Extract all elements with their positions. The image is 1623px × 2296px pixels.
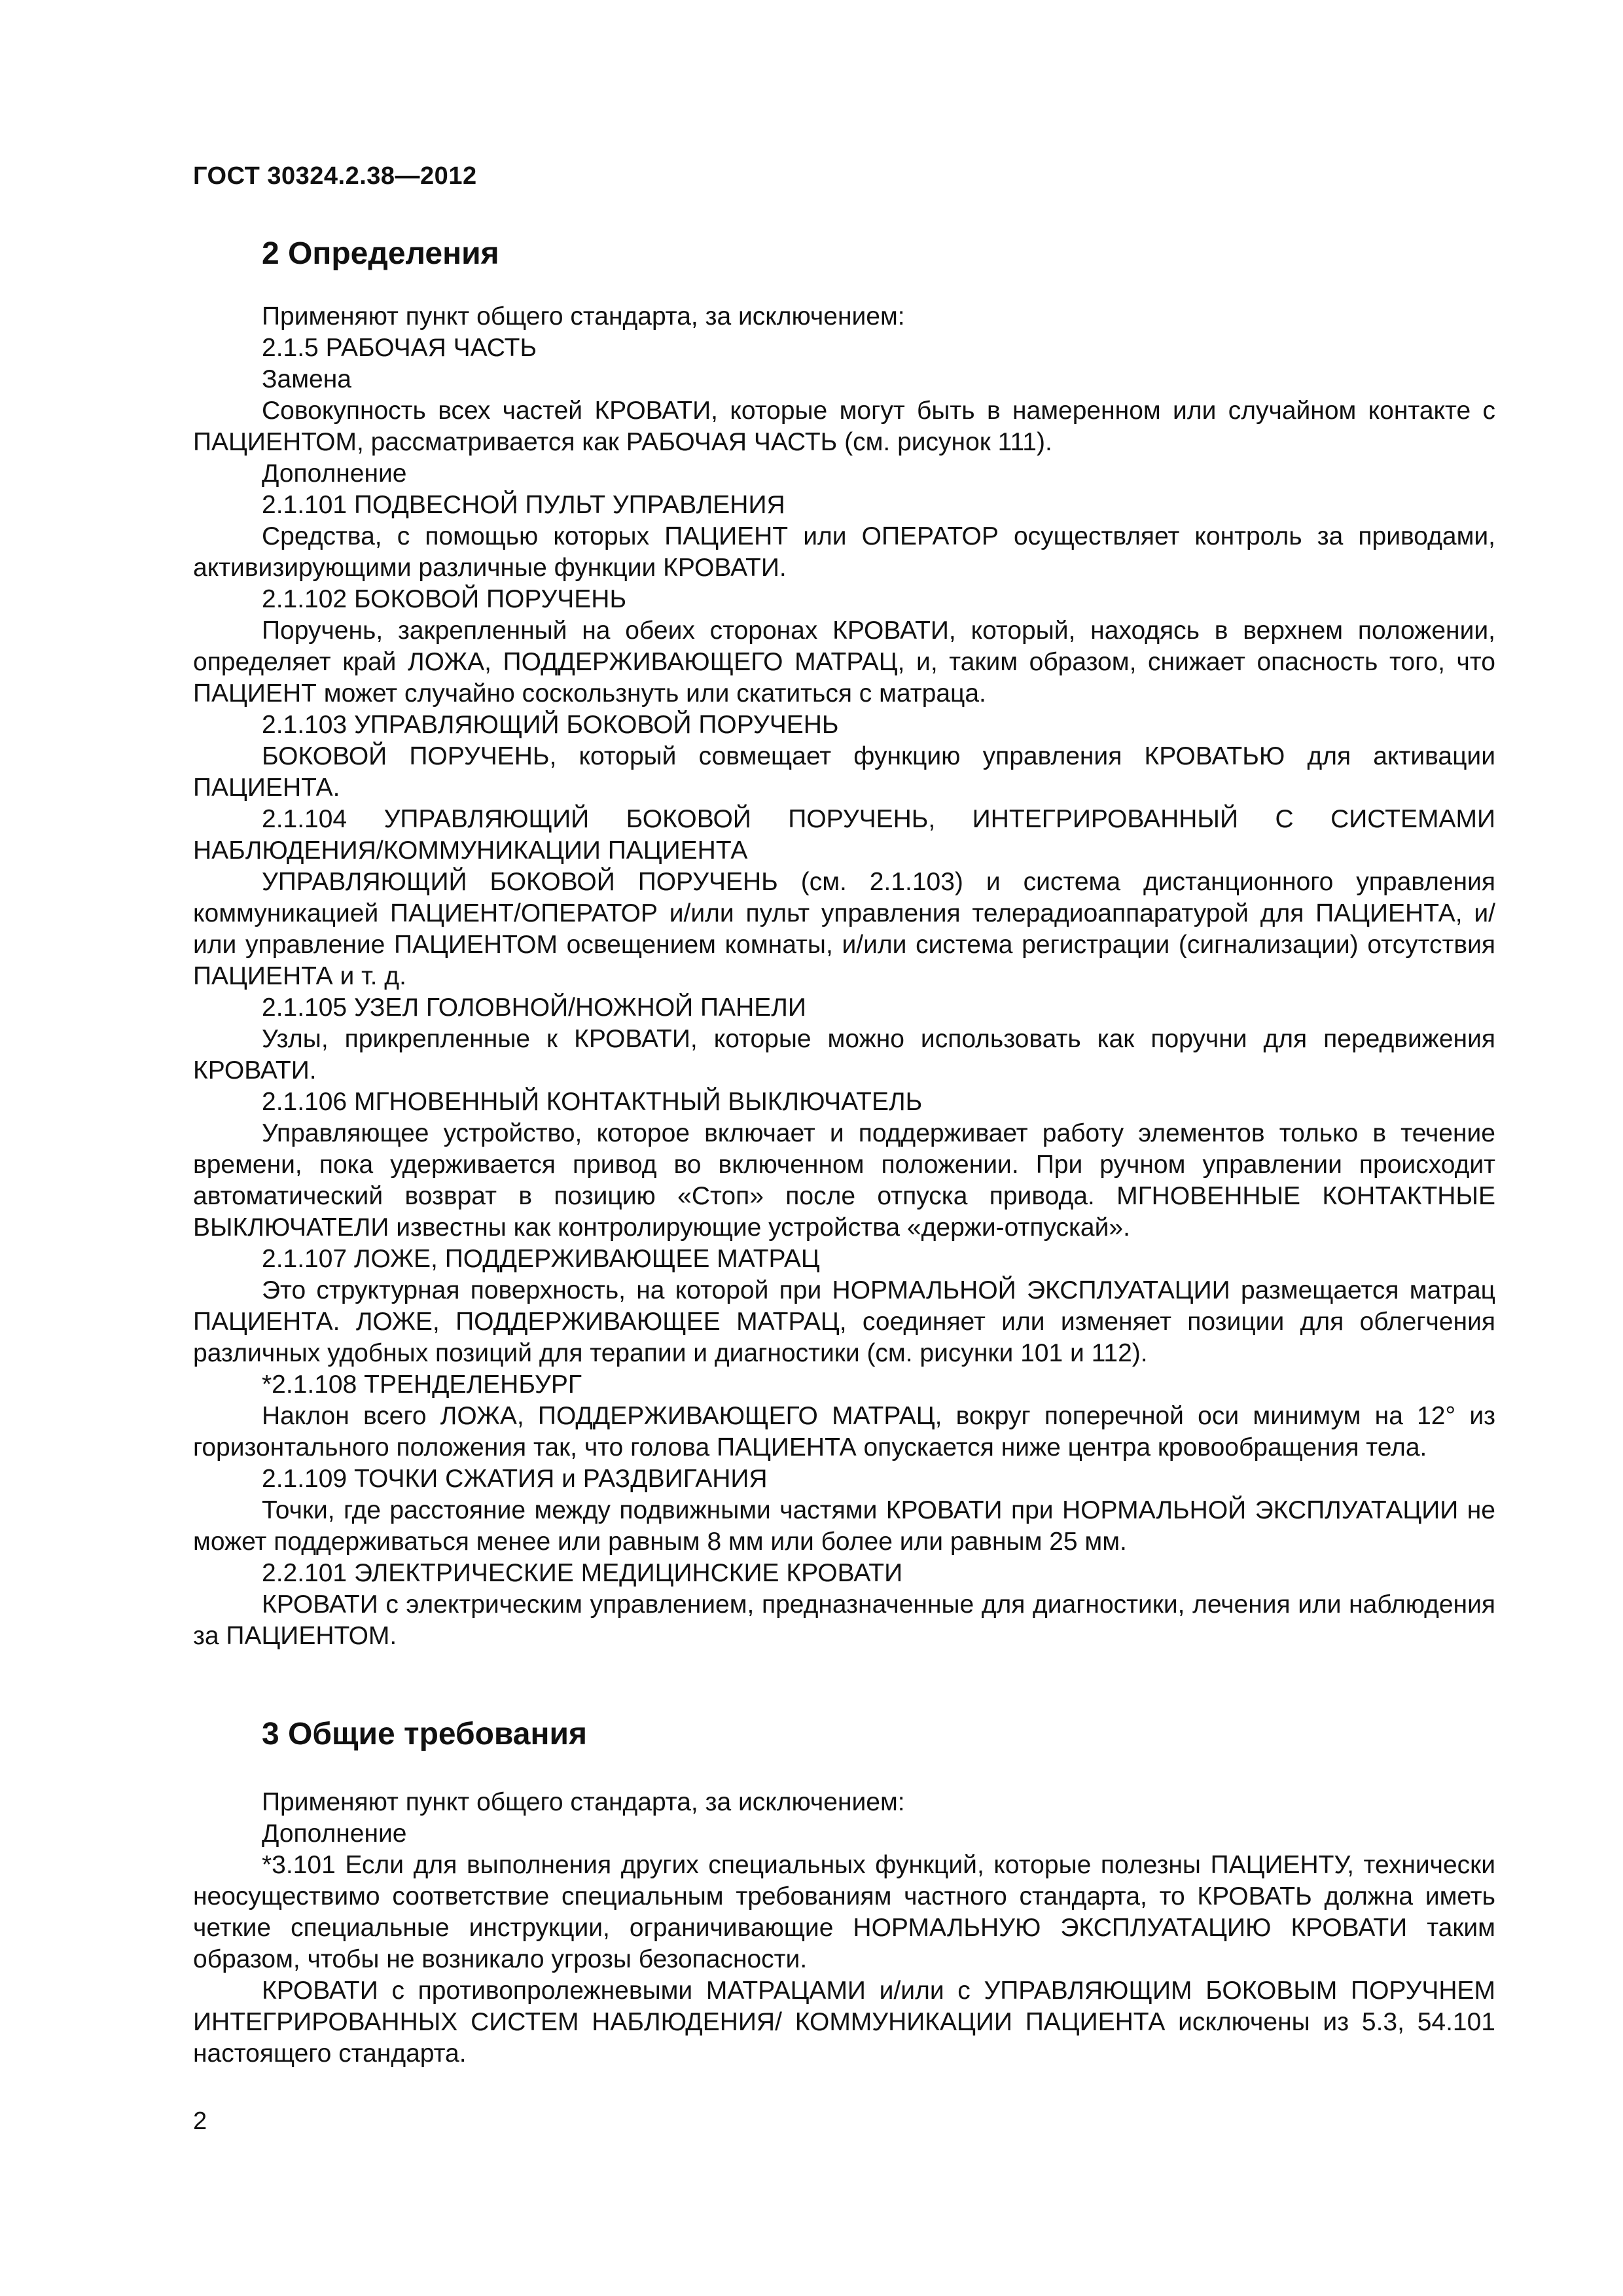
- clause-heading: 2.1.103 УПРАВЛЯЮЩИЙ БОКОВОЙ ПОРУЧЕНЬ: [262, 711, 839, 739]
- paragraph: Это структурная поверхность, на которой при НОРМАЛЬНОЙ ЭКСПЛУАТАЦИИ размещается матрац ПАЦИЕНТА. ЛОЖЕ, ПОДДЕРЖИВАЮЩЕЕ МАТРАЦ, соединяет или изменяет позиции для облегчения различных удобных позиций для терапии и диагностики (см. рисунки 101 и 112).: [193, 1276, 1495, 1367]
- clause-heading: 2.1.106 МГНОВЕННЫЙ КОНТАКТНЫЙ ВЫКЛЮЧАТЕЛЬ: [262, 1088, 923, 1116]
- clause-heading: 2.1.5 РАБОЧАЯ ЧАСТЬ: [262, 334, 537, 362]
- paragraph: КРОВАТИ с электрическим управлением, предназначенные для диагностики, лечения или наблюдения за ПАЦИЕНТОМ.: [193, 1590, 1495, 1650]
- section-3-title: 3 Общие требования: [262, 1717, 587, 1751]
- paragraph: Средства, с помощью которых ПАЦИЕНТ или ОПЕРАТОР осуществляет контроль за приводами, активизирующими различные функции КРОВАТИ.: [193, 522, 1495, 582]
- paragraph: БОКОВОЙ ПОРУЧЕНЬ, который совмещает функцию управления КРОВАТЬЮ для активации ПАЦИЕНТА.: [193, 742, 1495, 802]
- paragraph: Точки, где расстояние между подвижными частями КРОВАТИ при НОРМАЛЬНОЙ ЭКСПЛУАТАЦИИ не может поддерживаться менее или равным 8 мм или более или равным 25 мм.: [193, 1496, 1495, 1556]
- section-2-body: [193, 301, 1495, 1652]
- section-2-title: 2 Определения: [262, 236, 499, 271]
- paragraph: Поручень, закрепленный на обеих сторонах КРОВАТИ, который, находясь в верхнем положении, определяет край ЛОЖА, ПОДДЕРЖИВАЮЩЕГО МАТРАЦ, и, таким образом, снижает опасность того, что ПАЦИЕНТ может случайно соскользнуть или скатиться с матраца.: [193, 617, 1495, 708]
- paragraph: Замена: [262, 365, 351, 393]
- clause-heading: 2.1.104 УПРАВЛЯЮЩИЙ БОКОВОЙ ПОРУЧЕНЬ, ИНТЕГРИРОВАННЫЙ С СИСТЕМАМИ НАБЛЮДЕНИЯ/КОММУНИКАЦИИ ПАЦИЕНТА: [193, 805, 1495, 865]
- paragraph: Дополнение: [262, 459, 407, 488]
- clause-heading: 2.1.105 УЗЕЛ ГОЛОВНОЙ/НОЖНОЙ ПАНЕЛИ: [262, 994, 806, 1022]
- paragraph: Совокупность всех частей КРОВАТИ, которые могут быть в намеренном или случайном контакте с ПАЦИЕНТОМ, рассматривается как РАБОЧАЯ ЧАСТЬ (см. рисунок 111).: [193, 397, 1495, 456]
- section-3-body: [193, 1787, 1495, 2070]
- paragraph: Узлы, прикрепленные к КРОВАТИ, которые можно использовать как поручни для передвижения КРОВАТИ.: [193, 1025, 1495, 1085]
- paragraph: КРОВАТИ с противопролежневыми МАТРАЦАМИ и/или с УПРАВЛЯЮЩИМ БОКОВЫМ ПОРУЧНЕМ ИНТЕГРИРОВАННЫХ СИСТЕМ НАБЛЮДЕНИЯ/ КОММУНИКАЦИИ ПАЦИЕНТА исключены из 5.3, 54.101 настоящего стандарта.: [193, 1977, 1495, 2068]
- document-code: ГОСТ 30324.2.38—2012: [193, 162, 477, 190]
- paragraph: Дополнение: [262, 1820, 407, 1848]
- paragraph: Наклон всего ЛОЖА, ПОДДЕРЖИВАЮЩЕГО МАТРАЦ, вокруг поперечной оси минимум на 12° из горизонтального положения так, что голова ПАЦИЕНТА опускается ниже центра кровообращения тела.: [193, 1402, 1495, 1462]
- clause-heading: 2.2.101 ЭЛЕКТРИЧЕСКИЕ МЕДИЦИНСКИЕ КРОВАТИ: [262, 1559, 903, 1587]
- paragraph: УПРАВЛЯЮЩИЙ БОКОВОЙ ПОРУЧЕНЬ (см. 2.1.103) и система дистанционного управления коммуникацией ПАЦИЕНТ/ОПЕРАТОР и/или пульт управления телерадиоаппаратурой для ПАЦИЕНТА, и/или управление ПАЦИЕНТОМ освещением комнаты, и/или система регистрации (сигнализации) отсутствия ПАЦИЕНТА и т. д.: [193, 868, 1495, 990]
- page-number: 2: [193, 2108, 207, 2135]
- clause-heading: *2.1.108 ТРЕНДЕЛЕНБУРГ: [262, 1371, 582, 1399]
- clause-heading: 2.1.102 БОКОВОЙ ПОРУЧЕНЬ: [262, 585, 627, 613]
- paragraph: *3.101 Если для выполнения других специальных функций, которые полезны ПАЦИЕНТУ, технически неосуществимо соответствие специальным требованиям частного стандарта, то КРОВАТЬ должна иметь четкие специальные инструкции, ограничивающие НОРМАЛЬНУЮ ЭКСПЛУАТАЦИЮ КРОВАТИ таким образом, чтобы не возникало угрозы безопасности.: [193, 1851, 1495, 1973]
- paragraph: Применяют пункт общего стандарта, за исключением:: [262, 1788, 905, 1816]
- clause-heading: 2.1.107 ЛОЖЕ, ПОДДЕРЖИВАЮЩЕЕ МАТРАЦ: [262, 1245, 820, 1273]
- paragraph: Управляющее устройство, которое включает и поддерживает работу элементов только в течение времени, пока удерживается привод во включенном положении. При ручном управлении происходит автоматический возврат в позицию «Стоп» после отпуска привода. МГНОВЕННЫЕ КОНТАКТНЫЕ ВЫКЛЮЧАТЕЛИ известны как контролирующие устройства «держи-отпускай».: [193, 1119, 1495, 1242]
- clause-heading: 2.1.101 ПОДВЕСНОЙ ПУЛЬТ УПРАВЛЕНИЯ: [262, 491, 785, 519]
- paragraph: Применяют пункт общего стандарта, за исключением:: [262, 302, 905, 331]
- clause-heading: 2.1.109 ТОЧКИ СЖАТИЯ и РАЗДВИГАНИЯ: [262, 1465, 768, 1493]
